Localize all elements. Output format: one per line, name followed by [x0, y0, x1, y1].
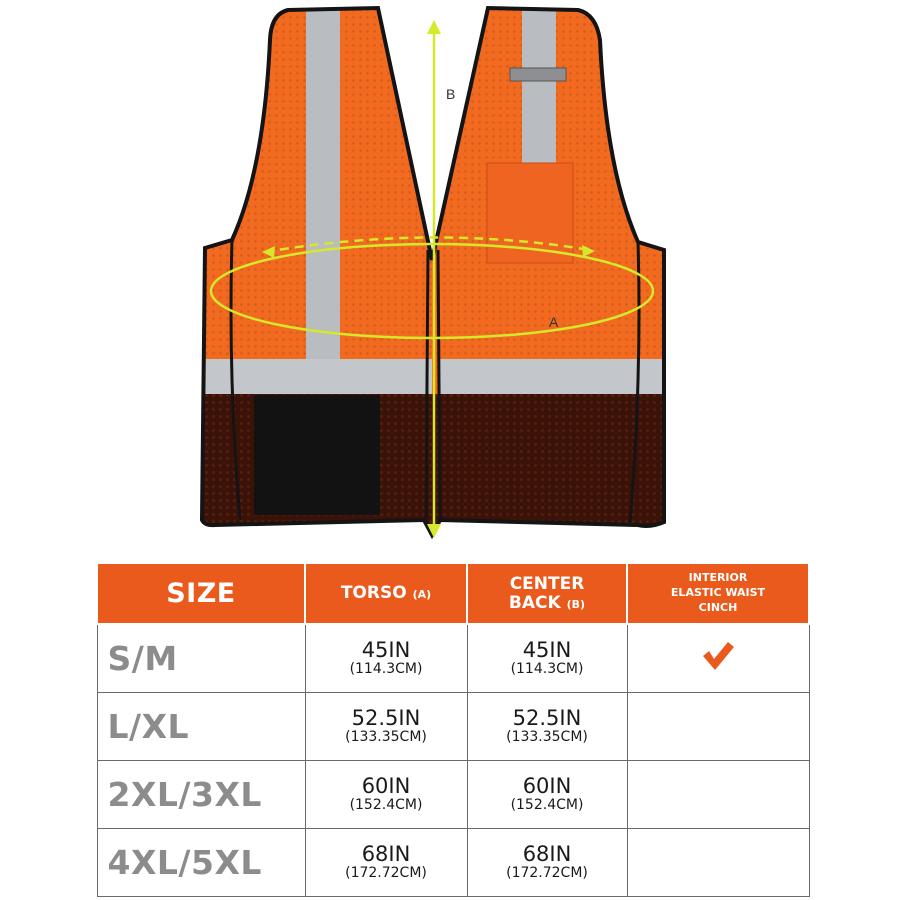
torso-cm: (172.72CM): [345, 864, 427, 881]
table-row: [97, 760, 809, 828]
header-size: SIZE: [97, 563, 305, 624]
header-cinch-line3: CINCH: [698, 600, 738, 614]
table-row: [97, 624, 809, 692]
center-back-inches: 52.5IN: [512, 705, 582, 730]
reflective-strip-left: [306, 0, 340, 360]
cinch-cell: [627, 828, 809, 896]
torso-cell: [305, 624, 467, 692]
torso-inches: 60IN: [361, 773, 411, 798]
torso-inches: 45IN: [361, 637, 411, 662]
size-label: 2XL/3XL: [97, 760, 305, 828]
header-center-back-line1: CENTER: [509, 574, 585, 595]
arrow-up-icon: [427, 20, 441, 34]
torso-cell: [305, 828, 467, 896]
checkmark-icon: [701, 640, 735, 676]
label-b: B: [446, 86, 456, 102]
header-row: [97, 563, 809, 624]
label-a: A: [549, 314, 559, 330]
torso-cm: (114.3CM): [349, 660, 423, 677]
header-center-back-sub: (B): [566, 597, 586, 611]
header-waist-cinch: [627, 563, 809, 624]
cinch-cell: [627, 692, 809, 760]
header-torso: [305, 563, 467, 624]
torso-cm: (133.35CM): [345, 728, 427, 745]
center-back-cm: (114.3CM): [510, 660, 584, 677]
center-back-inches: 45IN: [522, 637, 572, 662]
center-back-cm: (172.72CM): [506, 864, 588, 881]
header-center-back-line2: BACK: [508, 592, 561, 613]
reflective-strip-right: [522, 0, 556, 165]
header-torso-sub: (A): [412, 588, 432, 602]
cinch-cell: [627, 760, 809, 828]
header-cinch-line2: ELASTIC WAIST: [670, 586, 766, 600]
header-torso-label: TORSO: [340, 583, 407, 604]
reflective-band-left: [200, 359, 432, 394]
header-cinch-line1: INTERIOR: [688, 571, 748, 585]
torso-inches: 68IN: [361, 841, 411, 866]
torso-cm: (152.4CM): [349, 796, 423, 813]
table-row: [97, 828, 809, 896]
center-back-inches: 68IN: [522, 841, 572, 866]
size-label: L/XL: [97, 692, 305, 760]
center-back-cell: [467, 828, 627, 896]
table-row: [97, 692, 809, 760]
center-back-cell: [467, 760, 627, 828]
reflective-band-right: [440, 359, 670, 394]
size-chart-table: [96, 562, 810, 897]
cinch-cell: [627, 624, 809, 692]
header-center-back: [467, 563, 627, 624]
torso-cell: [305, 692, 467, 760]
center-back-cell: [467, 624, 627, 692]
center-back-cm: (133.35CM): [506, 728, 588, 745]
size-label: S/M: [97, 624, 305, 692]
torso-inches: 52.5IN: [351, 705, 421, 730]
center-back-cell: [467, 692, 627, 760]
torso-cell: [305, 760, 467, 828]
center-back-inches: 60IN: [522, 773, 572, 798]
size-label: 4XL/5XL: [97, 828, 305, 896]
center-back-cm: (152.4CM): [510, 796, 584, 813]
